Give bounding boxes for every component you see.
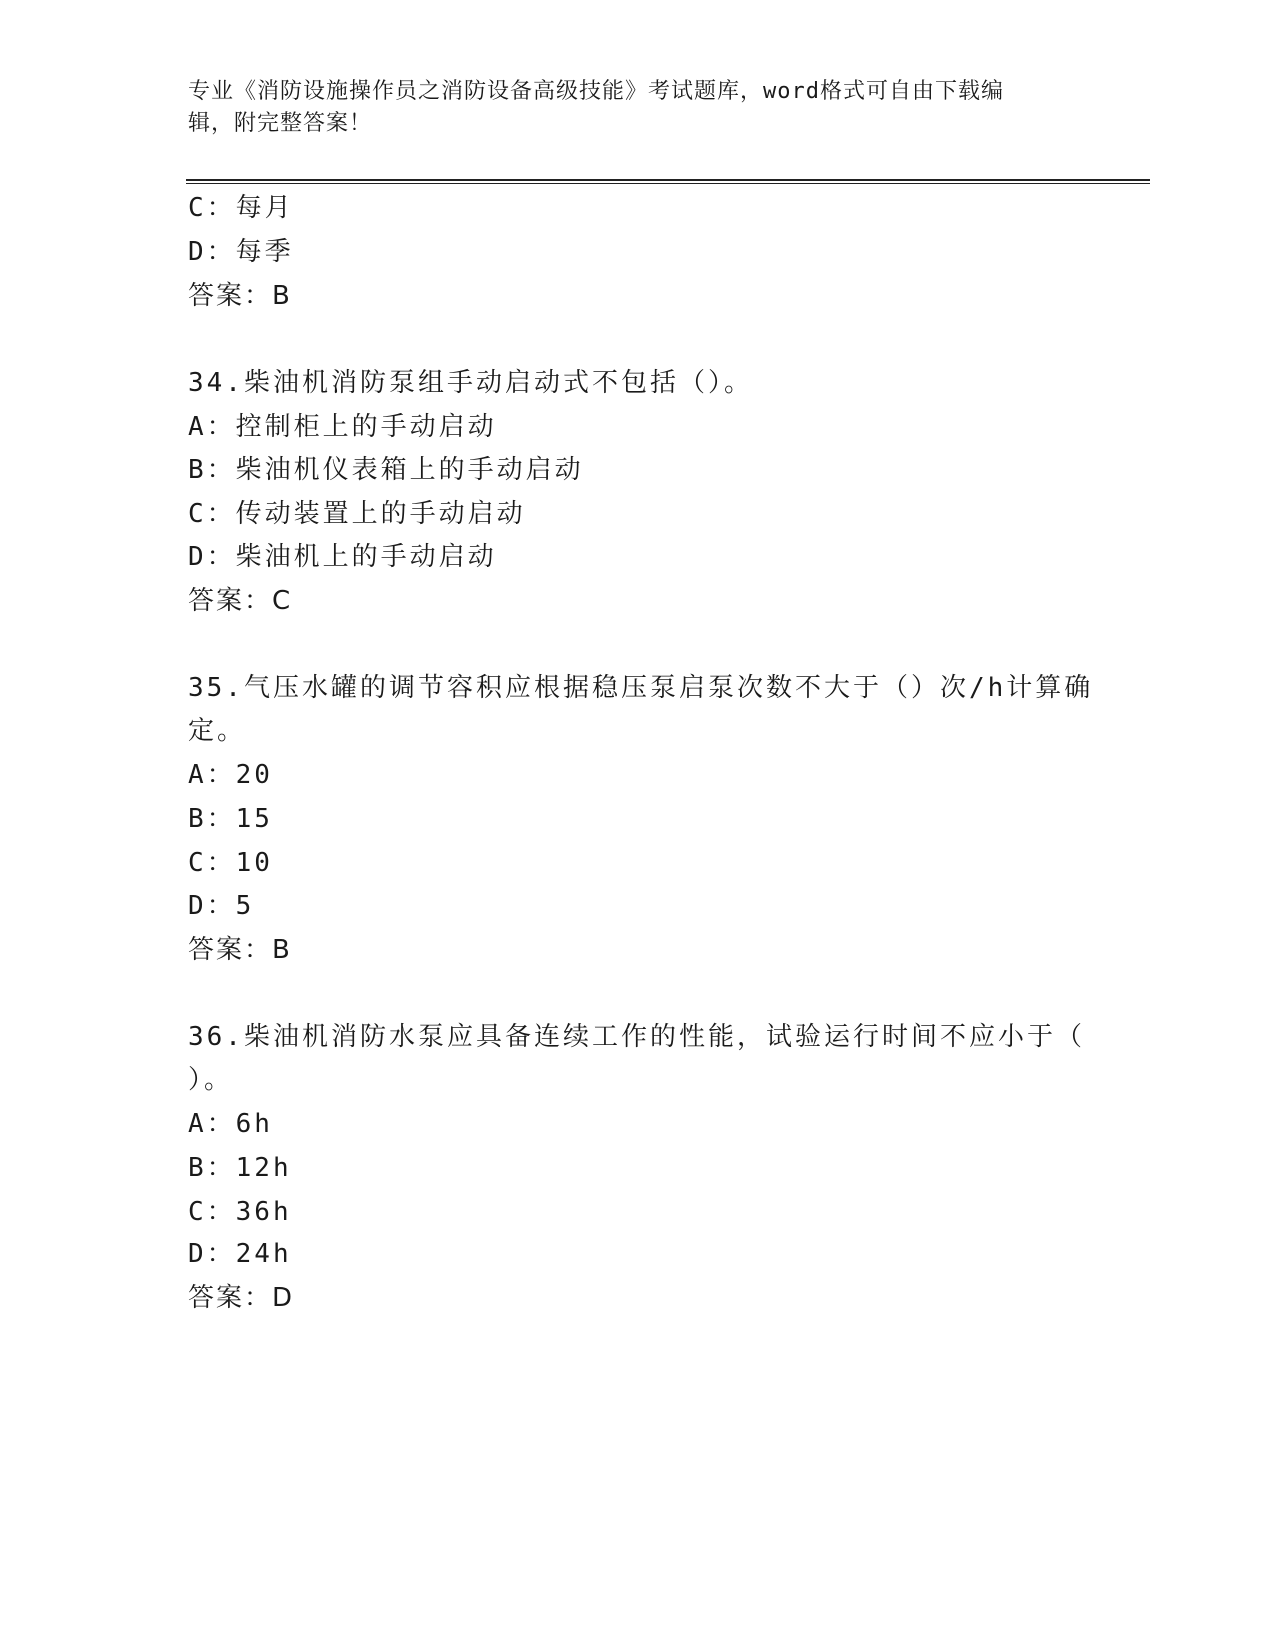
q34-option-c: C：传动装置上的手动启动 xyxy=(188,499,526,529)
q34-option-a: A：控制柜上的手动启动 xyxy=(188,412,497,442)
page-header xyxy=(188,76,1068,140)
header-line-1: 专业《消防设施操作员之消防设备高级技能》考试题库，word格式可自由下载编 xyxy=(188,79,1004,104)
q34-answer: 答案：C xyxy=(188,586,293,616)
q35-option-d: D：5 xyxy=(188,891,255,921)
q35-option-a: A：20 xyxy=(188,760,273,790)
prev-answer: 答案：B xyxy=(188,281,292,311)
q36-option-c: C：36h xyxy=(188,1197,292,1227)
q36-stem-line-2: ）。 xyxy=(188,1065,234,1095)
q35-answer: 答案：B xyxy=(188,935,292,965)
q36-answer: 答案：D xyxy=(188,1283,295,1313)
q34-option-b: B：柴油机仪表箱上的手动启动 xyxy=(188,455,584,485)
header-rule-thick xyxy=(186,179,1150,181)
q36-stem-line-1: 36.柴油机消防水泵应具备连续工作的性能，试验运行时间不应小于（ xyxy=(188,1022,1085,1052)
q36-option-b: B：12h xyxy=(188,1153,292,1183)
q34-option-d: D：柴油机上的手动启动 xyxy=(188,542,497,572)
q35-option-c: C：10 xyxy=(188,848,273,878)
q36-option-d: D：24h xyxy=(188,1239,292,1269)
q36-option-a: A：6h xyxy=(188,1109,273,1139)
q35-stem-line-2: 定。 xyxy=(188,716,247,746)
prev-option-d: D：每季 xyxy=(188,237,294,267)
q35-option-b: B：15 xyxy=(188,804,273,834)
prev-option-c: C：每月 xyxy=(188,193,294,223)
q34-stem: 34.柴油机消防泵组手动启动式不包括（）。 xyxy=(188,368,753,398)
header-rule-thin xyxy=(186,183,1150,184)
header-line-2: 辑，附完整答案！ xyxy=(188,111,373,136)
q35-stem-line-1: 35.气压水罐的调节容积应根据稳压泵启泵次数不大于（）次/h计算确 xyxy=(188,673,1094,703)
